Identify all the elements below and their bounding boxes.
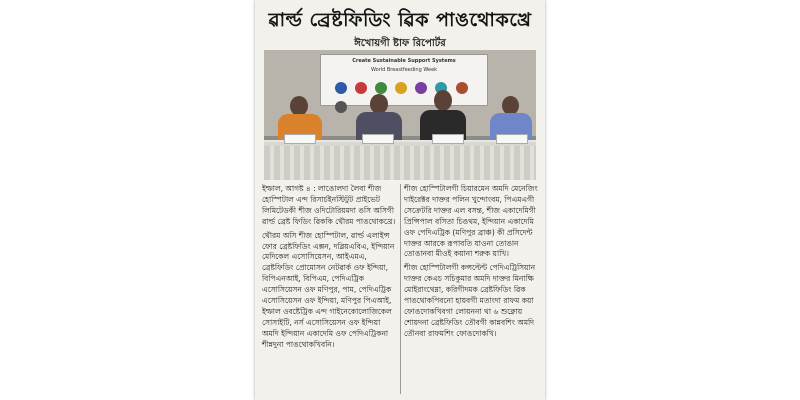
column-divider: [400, 184, 401, 394]
article-paragraph: শীজ হোস্পিটালগী কন্সল্টেন্ট পেদিএট্রিসিয়ান দাক্তর কেএচ সচিকুমার অমদি দাক্তর মিনাক্ষি মোইরাংথেম্না, করিগীদমক ব্ৰেষ্টফিডিং ৱিক পাঙথোকপিবনো হায়বগী মতাংদা রাফম কয়া ফোঙদোকখিবগা লোয়ননা থা ৬ শুক্নোয় শোয়দনা ব্ৰেষ্টফিডিং তৌবগী কান্নবশিং অমদি তৌনবা রাফমশিং ফোঙদোকখি।: [404, 263, 536, 338]
nameplate: [432, 134, 464, 144]
reporter-byline: ঈখোয়গী ষ্টাফ রিপোর্টর: [354, 38, 446, 49]
article-paragraph: ইম্ফাল, আগষ্ট ৪ : লাঙোলদা লৈবা শীজ হোস্পিটাল এন্দ রিসার্চইনস্টিটুট প্রাইভেট লিমিটেডকী শীজ ওদিটোরিয়মদা ঙসি অসিগী ৱাৰ্ল্ড ব্ৰেষ্ট ফিডিং ৱিককি থৌরম পাঙথোকখ্রে।: [262, 184, 396, 226]
nameplate: [284, 134, 316, 144]
table-drape: [264, 146, 536, 180]
logo-icon: [456, 82, 468, 94]
banner-title: Create Sustainable Support Systems: [352, 58, 456, 64]
nameplate: [496, 134, 528, 144]
event-photo: [264, 50, 536, 180]
event-banner: [320, 54, 488, 106]
headline: ৱাৰ্ল্ড ব্ৰেষ্টফিডিং ৱিক পাঙথোকখ্রে: [268, 9, 532, 31]
nameplate: [362, 134, 394, 144]
logo-icon: [375, 82, 387, 94]
banner-subtitle: World Breastfeeding Week: [370, 67, 438, 73]
article-column-right: [404, 184, 539, 343]
article-column-left: [262, 184, 398, 354]
logo-icon: [335, 101, 347, 113]
logo-icon: [335, 82, 347, 94]
newspaper-clipping: [255, 0, 545, 400]
logo-icon: [395, 82, 407, 94]
logo-icon: [355, 82, 367, 94]
article-paragraph: থৌরম অসি শীজ হোস্পিটাল, ৱাৰ্ল্ড এলাইন্স ফোর ব্ৰেষ্টফিডিং এক্সন, দব্লিয়এবিএ, ইন্দিয়ান মেদিকেল এসোসিয়েসন, আইএমএ, ব্ৰেষ্টফিডিং প্রোমোসন নেটৱার্ক ওফ ইন্দিয়া, বিপিএনআই, বিপিএম, পেদিএট্রিক এসোসিয়েসন ওফ মণিপুর, পাম, পেদিএট্রিক এসোসিয়েসন ওফ ইন্দিয়া, মণিপুর পিএআই, ইম্ফাল ওবষ্টেট্রিক এন্দ গাইনেকোলোজিকেল সোসাইটি, নর্স এসোসিয়েসন ওফ ইন্দিয়া অমদি ইন্দিয়ান একাদেমি ওফ পেদিএট্রিকনা শীন্নদুনা পাঙথোকখিবনি।: [262, 230, 395, 349]
logo-icon: [415, 82, 427, 94]
article-paragraph: শীজ হোস্পিটালগী চিয়ারমেন অমদি মেনেজিং দাইরেক্টর দাক্তর পলিন খুন্দোংবম, পিএমএগী সেক্রেটরি দাক্তর এল বসন্ত, শীজ একাদেমিগী প্রিন্সিপাল বসিতা চিঙথম, ইন্দিয়ান একাদেমি ওফ পেদিএট্রিক (মণিপুর ব্রাঞ্চ) কী প্রসিদেন্ট দাক্তর আরকে রূপাবতি যাওনা তোঙান তোঙানবা মীওই কয়ানা শরুক য়াখি।: [404, 184, 538, 259]
banner-logos: [335, 79, 475, 93]
